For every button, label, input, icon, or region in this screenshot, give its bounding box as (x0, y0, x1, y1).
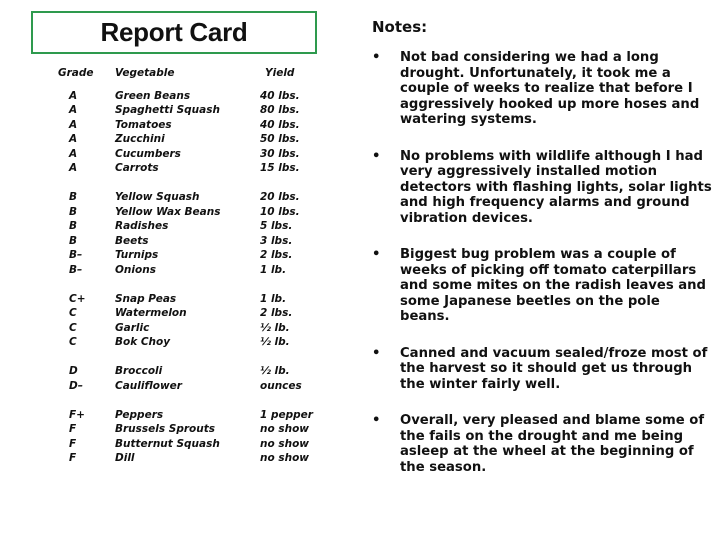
grade-cell: C+ (69, 292, 86, 305)
grade-cell: B– (69, 263, 83, 276)
yield-cell: 2 lbs. (260, 249, 293, 261)
vegetable-cell: Turnips (115, 249, 159, 261)
table-row (55, 306, 325, 321)
grade-cell: F (69, 437, 77, 450)
yield-cell: 5 lbs. (260, 220, 293, 232)
table-row (55, 451, 325, 466)
note-item (372, 50, 712, 128)
table-row (55, 292, 325, 307)
yield-cell: no show (260, 452, 309, 464)
vegetable-cell: Cauliflower (115, 379, 182, 392)
grade-table (55, 66, 325, 466)
table-row (55, 248, 325, 263)
grade-cell: C (69, 321, 77, 334)
page-title: Report Card (100, 17, 248, 47)
yield-cell: no show (260, 437, 309, 450)
yield-cell: 15 lbs. (260, 162, 300, 174)
yield-cell: 1 lb. (260, 292, 287, 305)
yield-header: Yield (265, 67, 295, 79)
grade-cell: A (69, 118, 78, 131)
table-row (55, 379, 325, 394)
grade-cell: A (69, 104, 78, 116)
report-card-title-box (31, 11, 317, 54)
table-row (55, 219, 325, 234)
yield-cell: 20 lbs. (260, 191, 300, 203)
group-spacer (55, 277, 325, 292)
grade-cell: B– (69, 249, 83, 261)
vegetable-cell: Onions (115, 263, 156, 276)
yield-cell: 50 lbs. (260, 133, 300, 145)
grade-cell: A (69, 133, 78, 145)
yield-cell: no show (260, 423, 309, 435)
table-row (55, 234, 325, 249)
vegetable-cell: Garlic (115, 321, 150, 334)
vegetable-cell: Snap Peas (115, 292, 177, 305)
yield-cell: 80 lbs. (260, 104, 300, 116)
note-item (372, 413, 712, 475)
group-spacer (55, 350, 325, 365)
yield-cell: 2 lbs. (260, 307, 293, 319)
table-row (55, 364, 325, 379)
grade-cell: D– (69, 379, 83, 392)
table-body (55, 89, 325, 466)
grade-cell: C (69, 336, 77, 348)
grade-cell: B (69, 191, 78, 203)
yield-cell: 40 lbs. (260, 118, 300, 131)
table-row (55, 335, 325, 350)
yield-cell: 40 lbs. (260, 89, 300, 102)
vegetable-cell: Zucchini (115, 133, 165, 145)
vegetable-cell: Carrots (115, 162, 159, 174)
grade-cell: C (69, 307, 77, 319)
vegetable-cell: Peppers (115, 408, 164, 421)
note-item (372, 247, 712, 325)
notes-title: Notes: (372, 18, 428, 36)
grade-cell: D (69, 365, 78, 377)
vegetable-cell: Dill (115, 452, 135, 464)
notes-list (372, 50, 712, 475)
note-text: Overall, very pleased and blame some of the fails on the drought and me being asleep at the wheel at the beginning of the season. (400, 413, 705, 475)
vegetable-cell: Tomatoes (115, 118, 172, 131)
grade-cell: F (69, 423, 77, 435)
note-text: Canned and vacuum sealed/froze most of the harvest so it should get us through the winter fairly well. (400, 345, 708, 392)
vegetable-cell: Green Beans (115, 89, 191, 102)
vegetable-cell: Radishes (115, 220, 169, 232)
notes-panel (372, 18, 712, 496)
table-header (55, 66, 325, 81)
table-row (55, 422, 325, 437)
grade-cell: B (69, 205, 78, 218)
yield-cell: 1 lb. (260, 263, 287, 276)
table-row (55, 103, 325, 118)
table-row (55, 89, 325, 104)
vegetable-cell: Beets (115, 234, 149, 247)
table-row (55, 190, 325, 205)
vegetable-cell: Cucumbers (115, 147, 181, 160)
bullet-icon: • (372, 247, 381, 262)
grade-cell: B (69, 234, 78, 247)
table-row (55, 205, 325, 220)
grade-cell: F (69, 452, 77, 464)
note-text: Biggest bug problem was a couple of weeks of picking off tomato caterpillars and some mites on the radish leaves and some Japanese beetles on the pole beans. (400, 247, 706, 324)
note-text: No problems with wildlife although I had very aggressively installed motion detectors with flashing lights, solar lights and high frequency alarms and ground vibration devices. (400, 148, 712, 226)
bullet-icon: • (372, 50, 381, 65)
bullet-icon: • (372, 413, 381, 428)
note-item (372, 346, 712, 393)
vegetable-cell: Bok Choy (115, 336, 171, 348)
note-text: Not bad considering we had a long drought. Unfortunately, it took me a couple of weeks to realize that before I aggressively hooked up more hoses and watering systems. (400, 50, 700, 127)
grade-header: Grade (58, 67, 94, 79)
bullet-icon: • (372, 148, 381, 164)
grade-cell: F+ (69, 408, 85, 421)
yield-cell: ½ lb. (260, 365, 290, 377)
vegetable-cell: Watermelon (115, 307, 187, 319)
table-row (55, 321, 325, 336)
table-row (55, 437, 325, 452)
group-spacer (55, 176, 325, 191)
table-row (55, 161, 325, 176)
table-row (55, 118, 325, 133)
table-row (55, 408, 325, 423)
yield-cell: 10 lbs. (260, 205, 300, 218)
bullet-icon: • (372, 345, 381, 361)
yield-cell: ½ lb. (260, 321, 290, 334)
grade-cell: B (69, 220, 78, 232)
yield-cell: 1 pepper (260, 408, 313, 421)
yield-cell: 3 lbs. (260, 234, 293, 247)
vegetable-cell: Yellow Squash (115, 191, 200, 203)
table-row (55, 147, 325, 162)
vegetable-header: Vegetable (115, 67, 175, 79)
yield-cell: ounces (260, 379, 302, 392)
note-item (372, 149, 712, 227)
grade-cell: A (69, 147, 78, 160)
vegetable-cell: Brussels Sprouts (115, 423, 215, 435)
vegetable-cell: Broccoli (115, 365, 163, 377)
table-row (55, 263, 325, 278)
vegetable-cell: Butternut Squash (115, 437, 220, 450)
grade-cell: A (69, 89, 78, 102)
yield-cell: ½ lb. (260, 336, 290, 348)
table-row (55, 132, 325, 147)
yield-cell: 30 lbs. (260, 147, 300, 160)
vegetable-cell: Spaghetti Squash (115, 104, 220, 116)
vegetable-cell: Yellow Wax Beans (115, 205, 221, 218)
grade-cell: A (69, 162, 78, 174)
group-spacer (55, 393, 325, 408)
